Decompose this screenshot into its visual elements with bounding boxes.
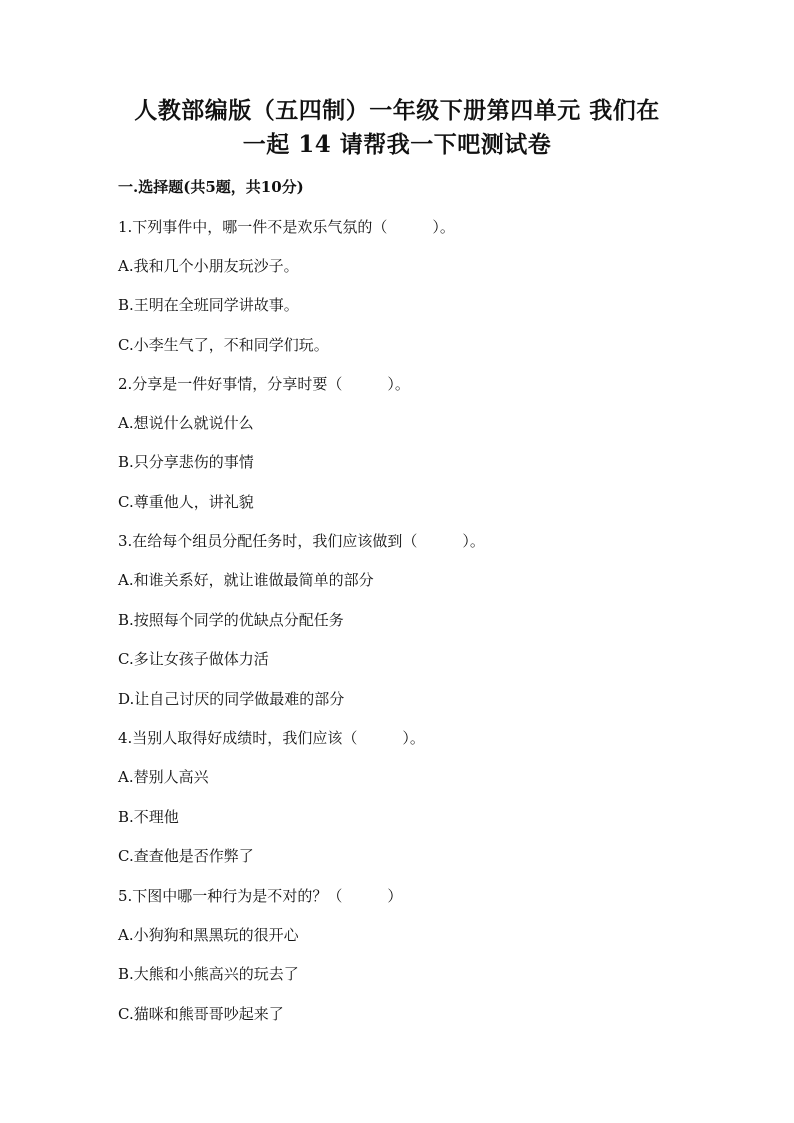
title-line-1: 人教部编版（五四制）一年级下册第四单元 我们在 bbox=[134, 97, 660, 124]
section-heading: 一.选择题(共5题，共10分) bbox=[118, 178, 304, 196]
question-4-stem: 4.当别人取得好成绩时，我们应该（ ）。 bbox=[118, 729, 425, 747]
question-5-option-c: C.猫咪和熊哥哥吵起来了 bbox=[118, 1005, 284, 1023]
question-3-option-d: D.让自己讨厌的同学做最难的部分 bbox=[118, 690, 345, 708]
question-4-option-b: B.不理他 bbox=[118, 808, 179, 826]
question-4-option-a: A.替别人高兴 bbox=[118, 768, 209, 786]
question-1-option-b: B.王明在全班同学讲故事。 bbox=[118, 296, 299, 314]
question-2-option-c: C.尊重他人，讲礼貌 bbox=[118, 493, 254, 511]
question-3-stem: 3.在给每个组员分配任务时，我们应该做到（ ）。 bbox=[118, 532, 485, 550]
question-5-option-b: B.大熊和小熊高兴的玩去了 bbox=[118, 965, 299, 983]
question-3-option-b: B.按照每个同学的优缺点分配任务 bbox=[118, 611, 344, 629]
question-2-stem: 2.分享是一件好事情，分享时要（ ）。 bbox=[118, 375, 410, 393]
question-5-stem: 5.下图中哪一种行为是不对的？（ ） bbox=[118, 887, 403, 905]
question-5-option-a: A.小狗狗和黑黑玩的很开心 bbox=[118, 926, 299, 944]
question-2-option-b: B.只分享悲伤的事情 bbox=[118, 453, 254, 471]
question-3-option-a: A.和谁关系好，就让谁做最简单的部分 bbox=[118, 571, 374, 589]
title-line-2: 一起 14 请帮我一下吧测试卷 bbox=[242, 131, 552, 158]
question-4-option-c: C.查查他是否作弊了 bbox=[118, 847, 254, 865]
question-2-option-a: A.想说什么就说什么 bbox=[118, 414, 254, 432]
question-1-option-a: A.我和几个小朋友玩沙子。 bbox=[118, 257, 299, 275]
question-1-option-c: C.小李生气了，不和同学们玩。 bbox=[118, 336, 329, 354]
question-1-stem: 1.下列事件中，哪一件不是欢乐气氛的（ ）。 bbox=[118, 218, 455, 236]
question-3-option-c: C.多让女孩子做体力活 bbox=[118, 650, 269, 668]
